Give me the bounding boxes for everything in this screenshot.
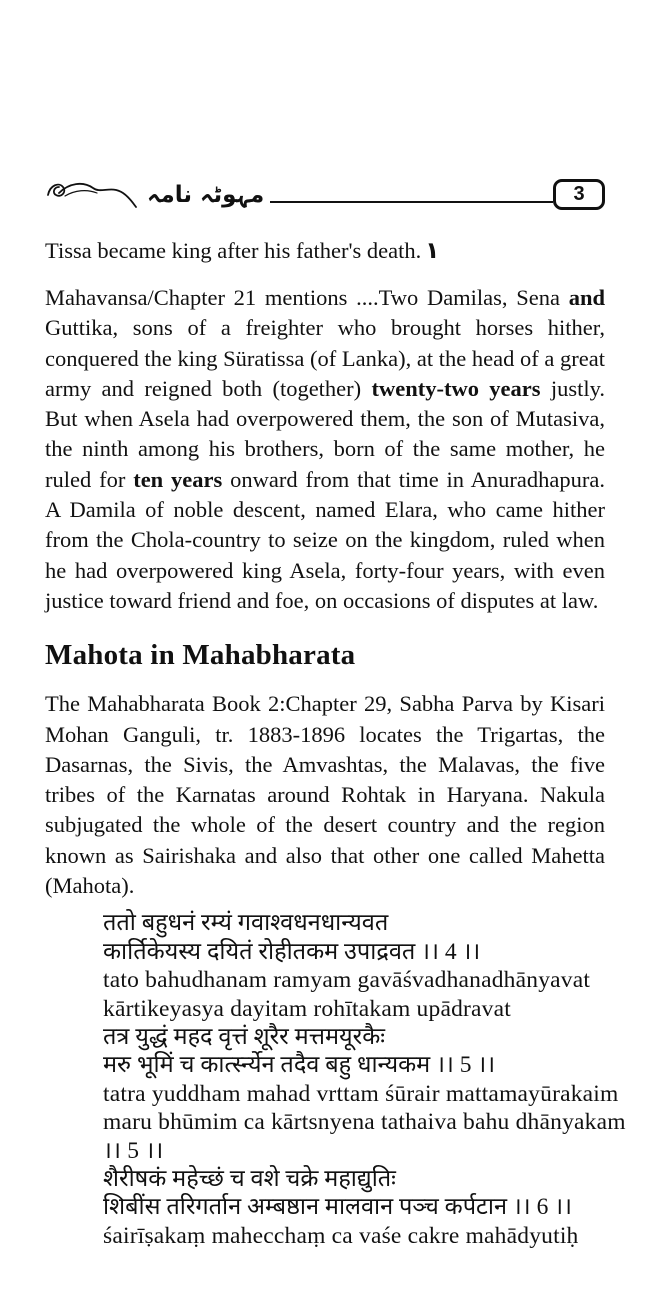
mahavansa-seg1: Mahavansa/Chapter 21 mentions ....Two Damilas, Sena [45,285,569,310]
intro-line [45,236,605,266]
mahavansa-bold-and: and [568,285,605,310]
verse-line: शैरीषकं महेच्छं च वशे चक्रे महाद्युतिः [103,1166,396,1192]
mahavansa-seg4: onward from that time in Anuradhapura. A Damila of noble descent, named Elara, who came hither from the Chola-country to seize on the kingdom, ruled when he had overpowered king Asela, forty-four years, with even justice toward friend and foe, on occasions of disputes at law. [45,466,605,613]
verse-line: ततो बहुधनं रम्यं गवाश्वधनधान्यवत [103,910,389,937]
verse-line: शिबींस तरिगर्तान अम्बष्ठान मालवान पञ्च कर्पटान ।। 6 ।। [103,1194,573,1221]
header-rule [270,201,553,203]
sanskrit-verses [45,909,626,1250]
verse-line: मरु भूमिं च कार्त्स्न्येन तदैव बहु धान्यकम ।। 5 ।। [103,1052,496,1079]
mahavansa-bold-twentytwo-years: twenty-two years [371,375,541,401]
section-heading: Mahota in Mahabharata [45,639,356,672]
verse-line: ।। 5 ।। [103,1137,164,1164]
verse-line: तत्र युद्धं महद वृत्तं शूरैर मत्तमयूरकैः [103,1023,386,1050]
mahavansa-seg2: Guttika, sons of a freighter who brought horses hither, conquered the king Süratissa (of Lanka), at the head of a great army and reigned both (together) [45,315,605,401]
verse-line: kārtikeyasya dayitam rohītakam upādravat [103,995,511,1022]
mahavansa-seg3: justly. But when Asela had overpowered them, the son of Mutasiva, the ninth among his brothers, born of the same mother, he ruled for [45,375,605,492]
page-body [45,236,626,1250]
verse-line: maru bhūmim ca kārtsnyena tathaiva bahu dhānyakam [103,1109,626,1136]
verse-line: कार्तिकेयस्य दयितं रोहीतकम उपाद्रवत ।। 4 ।। [103,938,481,965]
verse-line: tatra yuddham mahad vrttam śūrair mattamayūrakaim [103,1080,619,1107]
intro-text: Tissa became king after his father's death. [45,238,422,263]
mahavansa-bold-ten-years: ten years [133,466,223,492]
paragraph-mahavansa [45,283,605,616]
header-title-urdu: مہوٹہ نامہ [147,181,265,208]
paragraph-mahabharata: The Mahabharata Book 2:Chapter 29, Sabha Parva by Kisari Mohan Ganguli, tr. 1883-1896 locates the Trigartas, the Dasarnas, the Sivis, the Amvashtas, the Malavas, the five tribes of the Karnatas around Rohtak in Haryana. Nakula subjugated the whole of the desert country and the region known as Sairishaka and also that other one called Mahetta (Mahota). [45,691,605,899]
page-number-badge [553,179,605,210]
page-header [45,172,605,210]
footnote-mark: ١ [425,238,440,264]
page-number: 3 [573,183,585,205]
verse-line: śairīṣakaṃ mahecchaṃ ca vaśe cakre mahādyutiḥ [103,1222,579,1249]
flourish-ornament-icon [45,173,137,209]
verse-line: tato bahudhanam ramyam gavāśvadhanadhānyavat [103,967,591,994]
